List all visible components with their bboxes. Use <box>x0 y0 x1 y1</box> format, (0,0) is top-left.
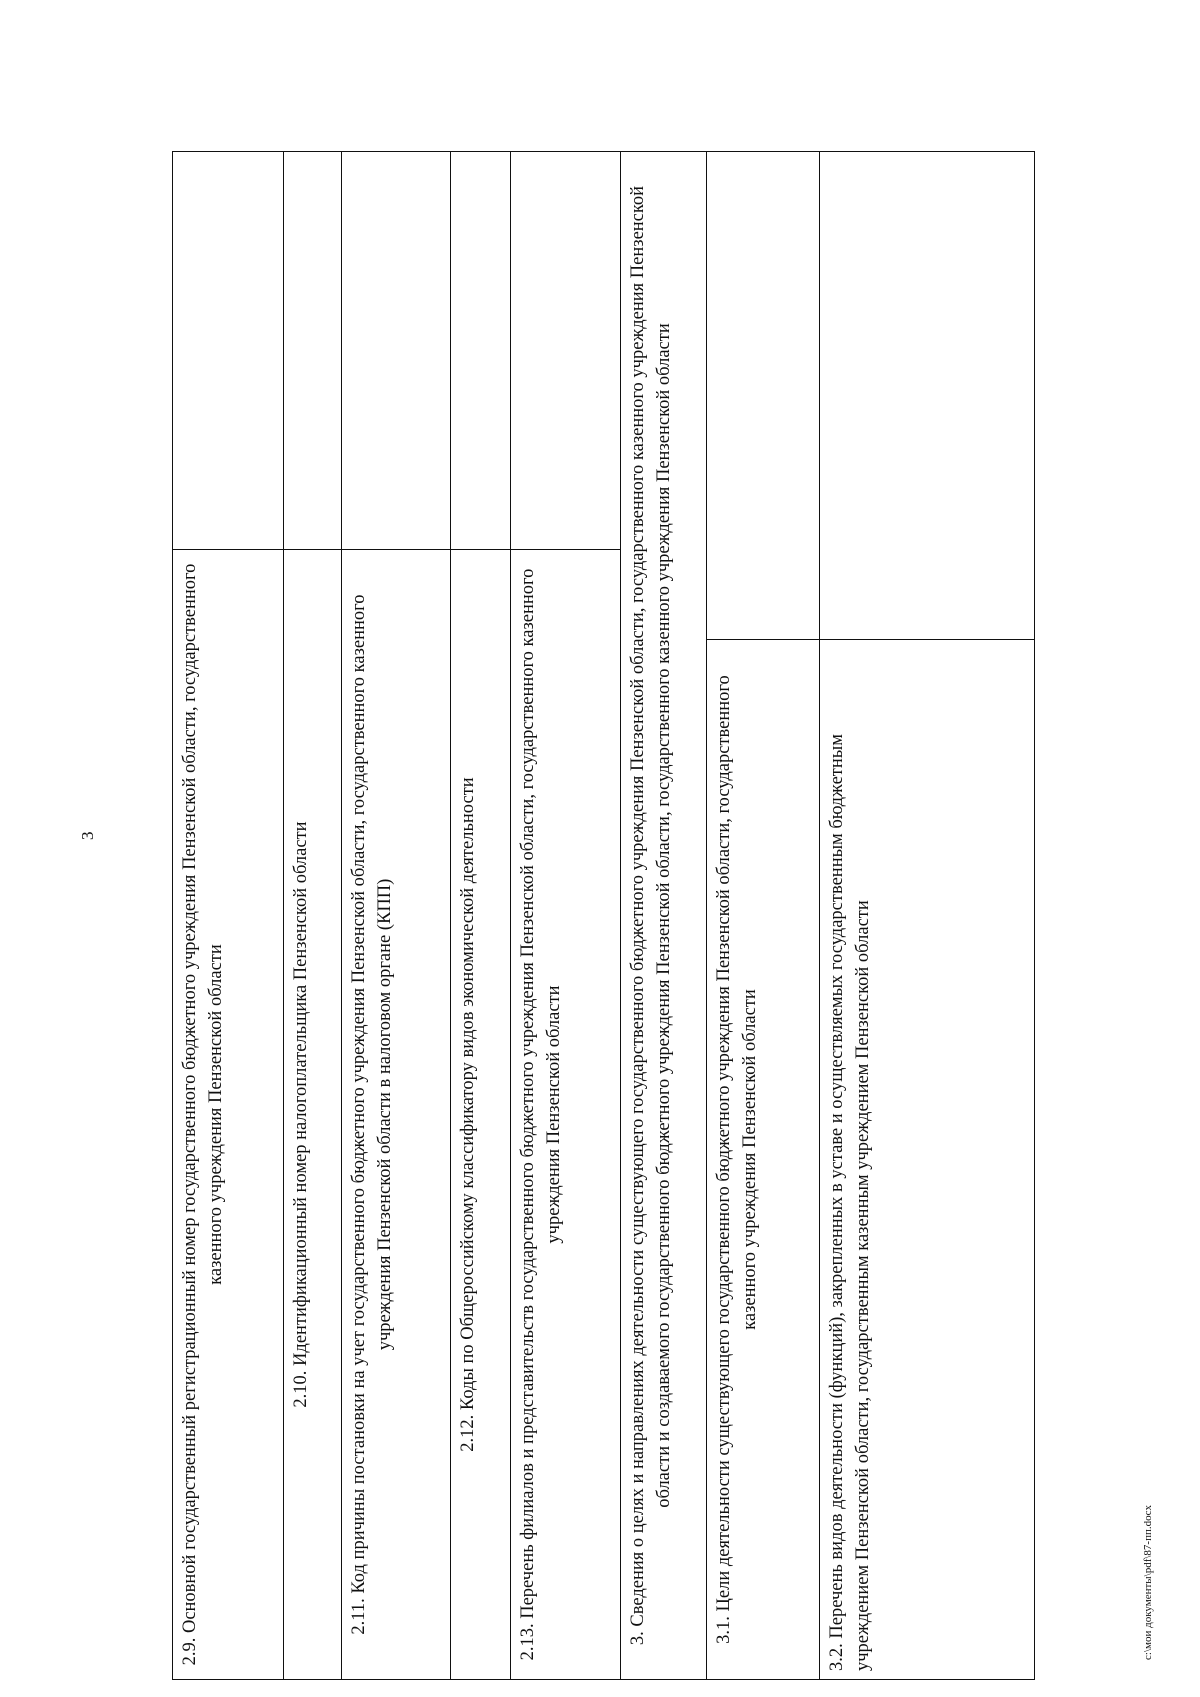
row-label-2-13: 2.13. Перечень филиалов и представительств государственного бюджетного учреждения Пензенской области, государственного казенного учреждения Пензенской области <box>511 549 621 1679</box>
table-row <box>342 151 451 1679</box>
footer-file-path: c:\мои документы\pdf\87-пп.docx <box>1142 1504 1154 1660</box>
row-value-3-2[interactable] <box>820 151 1035 639</box>
row-value-2-13[interactable] <box>511 151 621 549</box>
table-row <box>451 151 511 1679</box>
table-row <box>173 151 284 1679</box>
page-number: 3 <box>78 831 97 840</box>
section-3-heading: 3. Сведения о целях и направлениях деятельности существующего государственного бюджетного учреждения Пензенской области, государственного казенного учреждения Пензенской области и создаваемого государственного бюджетного учреждения Пензенской области, государственного казенного учреждения Пензенской области <box>621 151 707 1679</box>
table-row <box>820 151 1035 1679</box>
row-value-2-12[interactable] <box>451 151 511 549</box>
row-label-2-9: 2.9. Основной государственный регистрационный номер государственного бюджетного учреждения Пензенской области, государственного казенного учреждения Пензенской области <box>173 549 284 1679</box>
row-label-2-11: 2.11. Код причины постановки на учет государственного бюджетного учреждения Пензенской области, государственного казенного учреждения Пензенской области в налоговом органе (КПП) <box>342 549 451 1679</box>
row-label-2-10: 2.10. Идентификационный номер налогоплательщика Пензенской области <box>284 549 342 1679</box>
rotated-form-table <box>172 152 1034 1680</box>
row-value-2-9[interactable] <box>173 151 284 549</box>
row-label-3-2: 3.2. Перечень видов деятельности (функций), закрепленных в уставе и осуществляемых государственным бюджетным учреждением Пензенской области, государственным казенным учреждением Пензенской области <box>820 640 1035 1680</box>
table-row <box>621 151 707 1679</box>
table-row <box>511 151 621 1679</box>
table-row <box>284 151 342 1679</box>
row-value-2-11[interactable] <box>342 151 451 549</box>
row-value-3-1[interactable] <box>707 151 820 639</box>
row-label-3-1: 3.1. Цели деятельности существующего государственного бюджетного учреждения Пензенской области, государственного казенного учреждения Пензенской области <box>707 640 820 1680</box>
row-value-2-10[interactable] <box>284 151 342 549</box>
form-table <box>172 151 1035 1680</box>
table-row <box>707 151 820 1679</box>
row-label-2-12: 2.12. Коды по Общероссийскому классификатору видов экономической деятельности <box>451 549 511 1679</box>
